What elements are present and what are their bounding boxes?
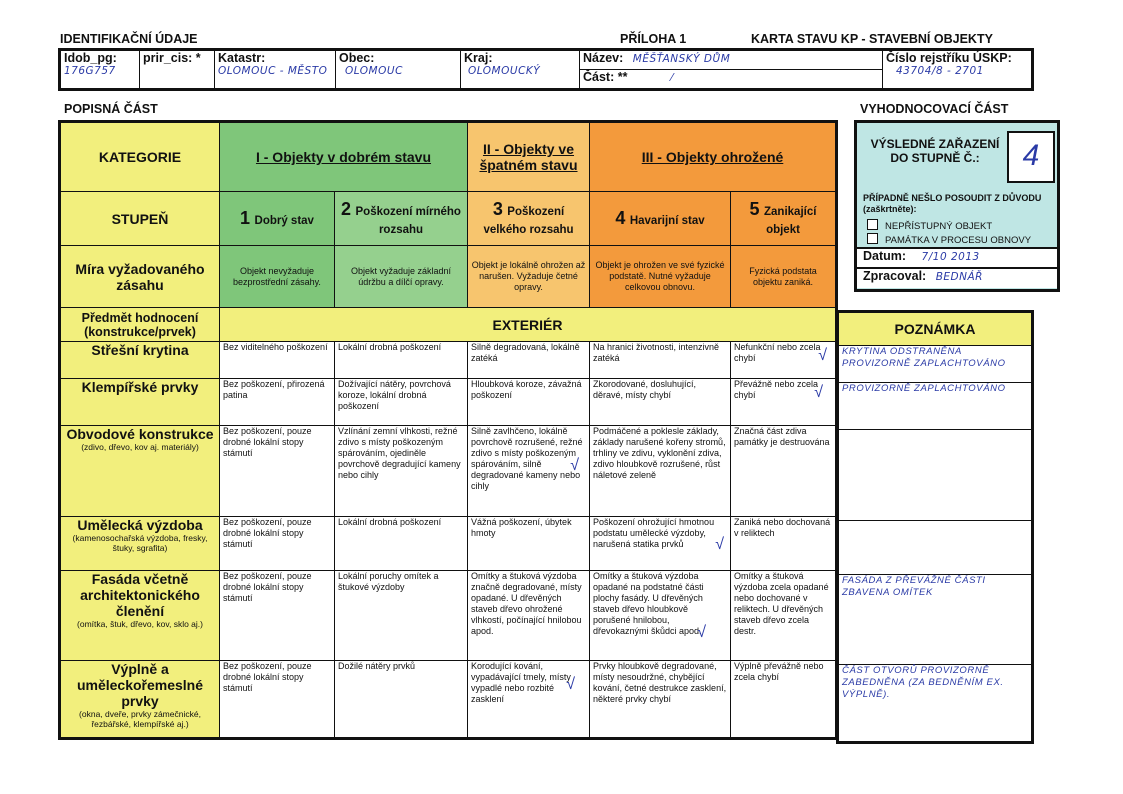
row-cell: Dožívající nátěry, povrchová koroze, lokální drobná poškození: [335, 379, 468, 426]
check-mark: √: [814, 384, 823, 401]
note-cell: KRYTINA ODSTRANĚNA PROVIZORNĚ ZAPLACHTOVÁNO: [838, 346, 1033, 383]
uskp-cell: [883, 50, 1033, 90]
row-cell: Omítky a štuková výzdoba zcela opadané nebo dochované v reliktech. U dřevěných staveb dřevo zcela destr.: [731, 571, 837, 661]
idob-cell: [60, 50, 140, 90]
row-cell: Vzlínání zemní vlhkosti, režné zdivo s místy poškozeným spárováním, ojediněle povrchově degradující kameny nebo cihly: [335, 426, 468, 517]
descriptive-table: [58, 120, 838, 740]
note-cell: [838, 521, 1033, 575]
row-name: Obvodové konstrukce (zdivo, dřevo, kov aj. materiály): [60, 426, 220, 517]
row-cell: Výplně převážně nebo zcela chybí: [731, 661, 837, 739]
row-cell: Dožilé nátěry prvků: [335, 661, 468, 739]
table-row: [60, 379, 837, 426]
card-title: KARTA STAVU KP - STAVEBNÍ OBJEKTY: [751, 32, 993, 46]
table-row: [60, 426, 837, 517]
row-cell: Nefunkční nebo zcela chybí √: [731, 342, 837, 379]
check-mark: √: [566, 676, 575, 693]
nazev-label: Název:: [583, 51, 624, 65]
stupen-3: 3 Poškození velkého rozsahu: [468, 192, 590, 246]
table-row: [60, 342, 837, 379]
obec-cell: [336, 50, 461, 90]
evaluation-heading: VYHODNOCOVACÍ ČÁST: [860, 102, 1009, 116]
stupen-1: 1 Dobrý stav: [220, 192, 335, 246]
row-name: Střešní krytina: [60, 342, 220, 379]
row-cell: Bez poškození, pouze drobné lokální stopy stámutí: [220, 661, 335, 739]
prir-cell: [140, 50, 215, 90]
note-cell: [838, 430, 1033, 521]
note-cell: PROVIZORNĚ ZAPLACHTOVÁNO: [838, 383, 1033, 430]
row-cell: Bez poškození, přirozená patina: [220, 379, 335, 426]
datum-value: 7/10 2013: [921, 251, 980, 263]
cannot-assess-label: PŘÍPADNĚ NEŠLO POSOUDIT Z DŮVODU (zaškrtněte):: [863, 193, 1042, 214]
option-inaccessible[interactable]: NEPŘÍSTUPNÝ OBJEKT: [867, 219, 992, 232]
evaluation-box: [854, 120, 1060, 292]
row-cell: Poškození ohrožující hmotnou podstatu umělecké výzdoby, narušená statika prvků √: [590, 517, 731, 571]
cast-cell: Část: ** ⁄: [580, 70, 883, 90]
descriptive-heading: POPISNÁ ČÁST: [64, 102, 158, 116]
result-label: VÝSLEDNÉ ZAŘAZENÍ DO STUPNĚ Č.:: [870, 137, 1000, 165]
table-row: [60, 517, 837, 571]
zpracoval-row: Zpracoval: BEDNÁŘ: [857, 267, 1057, 288]
row-cell: Na hranici životnosti, intenzivně zatéká: [590, 342, 731, 379]
uskp-label: Číslo rejstříku ÚSKP:: [886, 51, 1012, 65]
row-cell: Vážná poškození, úbytek hmoty: [468, 517, 590, 571]
nazev-value: MĚŠŤANSKÝ DŮM: [632, 53, 731, 65]
row-cell: Bez poškození, pouze drobné lokální stopy stámutí: [220, 517, 335, 571]
check-mark: √: [715, 536, 724, 553]
obec-value: OLOMOUC: [345, 65, 403, 77]
row-cell: Podmáčené a poklesle základy, základy narušené kořeny stromů, trhliny ve zdivu, vyklonění zdiva, zdivo hloubkově rozrušené, růst náletové zeleně: [590, 426, 731, 517]
mira-1: Objekt nevyžaduje bezprostřední zásahy.: [220, 246, 335, 308]
row-cell: Lokální drobná poškození: [335, 517, 468, 571]
row-cell: Bez viditelného poškození: [220, 342, 335, 379]
kraj-value: OLOMOUCKÝ: [468, 65, 541, 77]
idob-value: 176G757: [64, 65, 116, 77]
katastr-label: Katastr:: [218, 51, 266, 65]
option-renovation[interactable]: PAMÁTKA V PROCESU OBNOVY: [867, 233, 1031, 246]
predmet-header: Předmět hodnocení (konstrukce/prvek): [60, 308, 220, 342]
check-mark: √: [570, 457, 579, 474]
row-cell: Hloubková koroze, závažná poškození: [468, 379, 590, 426]
check-mark: √: [697, 624, 706, 641]
row-name: Umělecká výzdoba (kamenosochařská výzdoba, fresky, štuky, sgrafita): [60, 517, 220, 571]
row-cell: Korodující kování, vypadávající tmely, místy vypadlé nebo rozbité zasklení √: [468, 661, 590, 739]
category-1: I - Objekty v dobrém stavu: [220, 122, 468, 192]
kraj-cell: [461, 50, 580, 90]
row-cell: Omítky a štuková výzdoba opadané na podstatné části plochy fasády. U dřevěných staveb dřevo hloubkově porušené hnilobou, dřevokaznými škůdci apod. √: [590, 571, 731, 661]
row-cell: Omítky a štuková výzdoba značně degradované, místy opadané. U dřevěných staveb dřevo ohrožené vlhkostí, počínající hnilobou apod.: [468, 571, 590, 661]
obec-label: Obec:: [339, 51, 375, 65]
row-cell: Převážně nebo zcela chybí √: [731, 379, 837, 426]
row-cell: Bez poškození, pouze drobné lokální stopy stámutí: [220, 571, 335, 661]
prir-label: prir_cis: *: [143, 51, 201, 65]
idob-label: Idob_pg:: [64, 51, 117, 65]
category-3: III - Objekty ohrožené: [590, 122, 837, 192]
katastr-value: OLOMOUC - MĚSTO: [218, 65, 328, 77]
row-cell: Zkorodované, dosluhující, děravé, místy chybí: [590, 379, 731, 426]
row-cell: Silně degradovaná, lokálně zatéká: [468, 342, 590, 379]
row-cell: Silně zavlhčeno, lokálně povrchově rozrušené, režné zdivo s místy poškozeným spárováním, silně degradované kameny nebo cihly √: [468, 426, 590, 517]
datum-row: Datum: 7/10 2013: [857, 247, 1057, 268]
notes-table: [836, 310, 1034, 744]
mira-5: Fyzická podstata objektu zaniká.: [731, 246, 837, 308]
row-cell: Bez poškození, pouze drobné lokální stopy stámutí: [220, 426, 335, 517]
category-2: II - Objekty ve špatném stavu: [468, 122, 590, 192]
identification-heading: IDENTIFIKAČNÍ ÚDAJE: [60, 32, 198, 46]
cast-label: Část: **: [583, 70, 628, 84]
kraj-label: Kraj:: [464, 51, 493, 65]
mira-3: Objekt je lokálně ohrožen až narušen. Vyžaduje četné opravy.: [468, 246, 590, 308]
kategorie-header: KATEGORIE: [60, 122, 220, 192]
result-box[interactable]: [1007, 131, 1055, 183]
uskp-value: 43704/8 - 2701: [896, 65, 984, 77]
mira-header: Míra vyžadovaného zásahu: [60, 246, 220, 308]
mira-2: Objekt vyžaduje základní údržbu a dílčí opravy.: [335, 246, 468, 308]
nazev-cell: [580, 50, 883, 70]
table-row: [60, 571, 837, 661]
stupen-4: 4 Havarijní stav: [590, 192, 731, 246]
row-cell: Lokální drobná poškození: [335, 342, 468, 379]
row-cell: Lokální poruchy omítek a štukové výzdoby: [335, 571, 468, 661]
note-cell: FASÁDA Z PŘEVÁŽNÉ ČÁSTI ZBAVENA OMÍTEK: [838, 575, 1033, 665]
stupen-header: STUPEŇ: [60, 192, 220, 246]
row-cell: Prvky hloubkově degradované, místy nesoudržné, chybějící kování, četné destrukce zasklení, některé prvky chybí: [590, 661, 731, 739]
stupen-5: 5 Zanikající objekt: [731, 192, 837, 246]
table-row: [60, 661, 837, 739]
row-cell: Značná část zdiva památky je destruována: [731, 426, 837, 517]
zpracoval-value: BEDNÁŘ: [935, 271, 983, 283]
note-cell: ČÁST OTVORŮ PROVIZORNĚ ZABEDNĚNA (ZA BEDNĚNÍM EX. VÝPLNĚ).: [838, 665, 1033, 743]
identification-table: [58, 48, 1034, 91]
checkbox[interactable]: [867, 219, 878, 230]
appendix-heading: PŘÍLOHA 1: [620, 32, 687, 46]
mira-4: Objekt je ohrožen ve své fyzické podstatě. Nutné vyžaduje celkovou obnovu.: [590, 246, 731, 308]
katastr-cell: [215, 50, 336, 90]
row-name: Výplně a uměleckořemeslné prvky (okna, dveře, prvky zámečnické, řezbářské, klempířské aj.): [60, 661, 220, 739]
row-name: Fasáda včetně architektonického členění (omítka, štuk, dřevo, kov, sklo aj.): [60, 571, 220, 661]
checkbox[interactable]: [867, 233, 878, 244]
poznamka-header: POZNÁMKA: [838, 312, 1033, 346]
stupen-2: 2 Poškození mírného rozsahu: [335, 192, 468, 246]
row-name: Klempířské prvky: [60, 379, 220, 426]
check-mark: √: [818, 347, 827, 364]
result-value: 4: [1022, 139, 1040, 172]
exterier-header: EXTERIÉR: [220, 308, 837, 342]
row-cell: Zaniká nebo dochovaná v reliktech: [731, 517, 837, 571]
